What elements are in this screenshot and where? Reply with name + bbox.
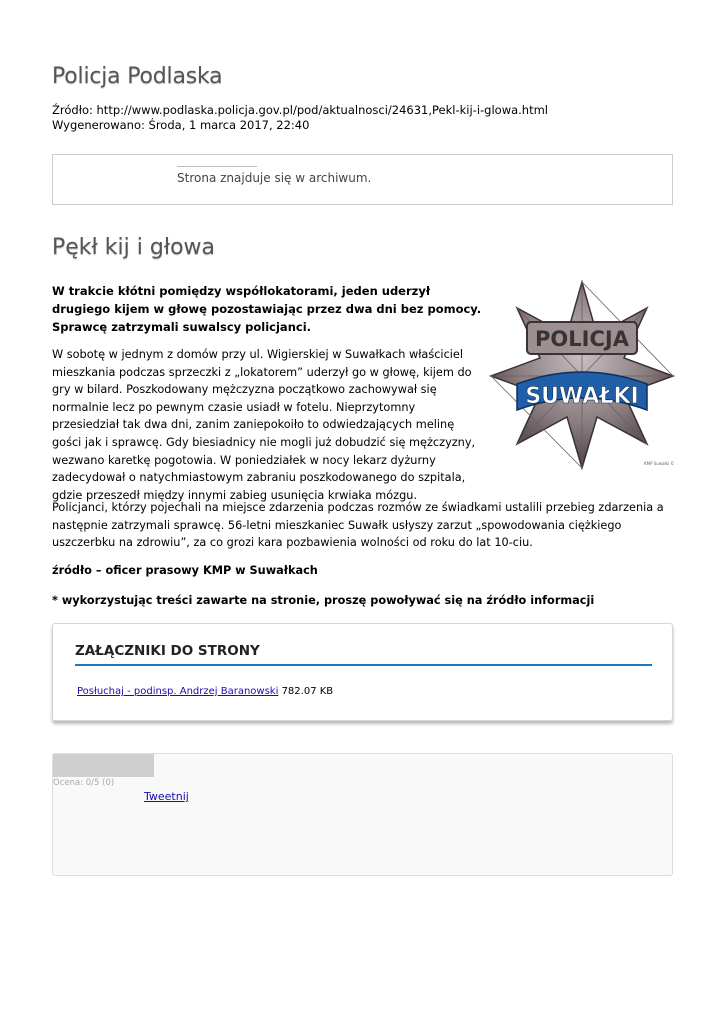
tweet-link[interactable]: Tweetnij [144, 790, 189, 803]
badge-credit: KMP Suwałki © [644, 461, 675, 466]
page-meta [52, 103, 548, 133]
attachments-panel [52, 623, 673, 721]
article-paragraph-2: Policjanci, którzy pojechali na miejsce zdarzenia podczas rozmów ze świadkami ustalili przebieg zdarzenia a następnie zatrzymali sprawcę. 56-letni mieszkaniec Suwałk usłyszy zarzut „spowodowania ciężkiego uszczerbku na zdrowiu”, za co grozi kara pozbawienia wolności od roku do lat 10-ciu. [52, 501, 664, 550]
citation-notice: * wykorzystując treści zawarte na stronie, proszę powoływać się na źródło informacji [52, 594, 595, 607]
article-lead: W trakcie kłótni pomiędzy współlokatorami, jeden uderzył drugiego kijem w głowę pozostawiając przez dwa dni bez pomocy. Sprawcę zatrzymali suwalscy policjanci. [52, 284, 482, 334]
attachments-heading: ZAŁĄCZNIKI DO STRONY [75, 643, 260, 659]
police-badge-image [489, 280, 675, 470]
article-paragraph-1: W sobotę w jednym z domów przy ul. Wigierskiej w Suwałkach właściciel mieszkania podczas sprzeczki z „lokatorem” uderzył go w głowę, kijem do gry w bilard. Poszkodowany mężczyzna początkowo zachowywał się normalnie lecz po pewnym czasie usiadł w fotelu. Nieprzytomny przesiedział tak dwa dni, zanim zaniepokoiło to odwiedzających melinę gości jak i sprawcę. Gdy biesiadnicy nie mogli już dobudzić się mężczyzny, wezwano karetkę pogotowia. W poniedziałek w nocy lekarz dyżurny zadecydował o natychmiastowym zabraniu poszkodowanego do szpitala, gdzie przeszedł między innymi zabieg usunięcia krwiaka mózgu. [52, 348, 476, 502]
site-title: Policja Podlaska [52, 64, 223, 89]
source-url-line: Źródło: http://www.podlaska.policja.gov.pl/pod/aktualnosci/24631,Pekl-kij-i-glowa.html [52, 103, 549, 117]
attachment-item [77, 686, 333, 697]
badge-top-text: POLICJA [535, 327, 629, 351]
rating-score: Ocena: 0/5 (0) [53, 778, 115, 788]
attachment-size: 782.07 KB [281, 686, 334, 697]
badge-ribbon-text: SUWAŁKI [525, 384, 639, 409]
attachments-underline [75, 664, 652, 666]
generated-date-line: Wygenerowano: Środa, 1 marca 2017, 22:40 [52, 118, 310, 132]
attachment-link[interactable]: Posłuchaj - podinsp. Andrzej Baranowski [77, 686, 279, 697]
rating-stars-widget[interactable] [53, 754, 154, 777]
rating-panel [52, 753, 673, 876]
divider [177, 166, 257, 167]
article-title: Pękł kij i głowa [52, 235, 216, 260]
archive-notice: Strona znajduje się w archiwum. [177, 171, 372, 185]
archive-notice-box [52, 154, 673, 205]
article-source: źródło – oficer prasowy KMP w Suwałkach [52, 564, 318, 577]
